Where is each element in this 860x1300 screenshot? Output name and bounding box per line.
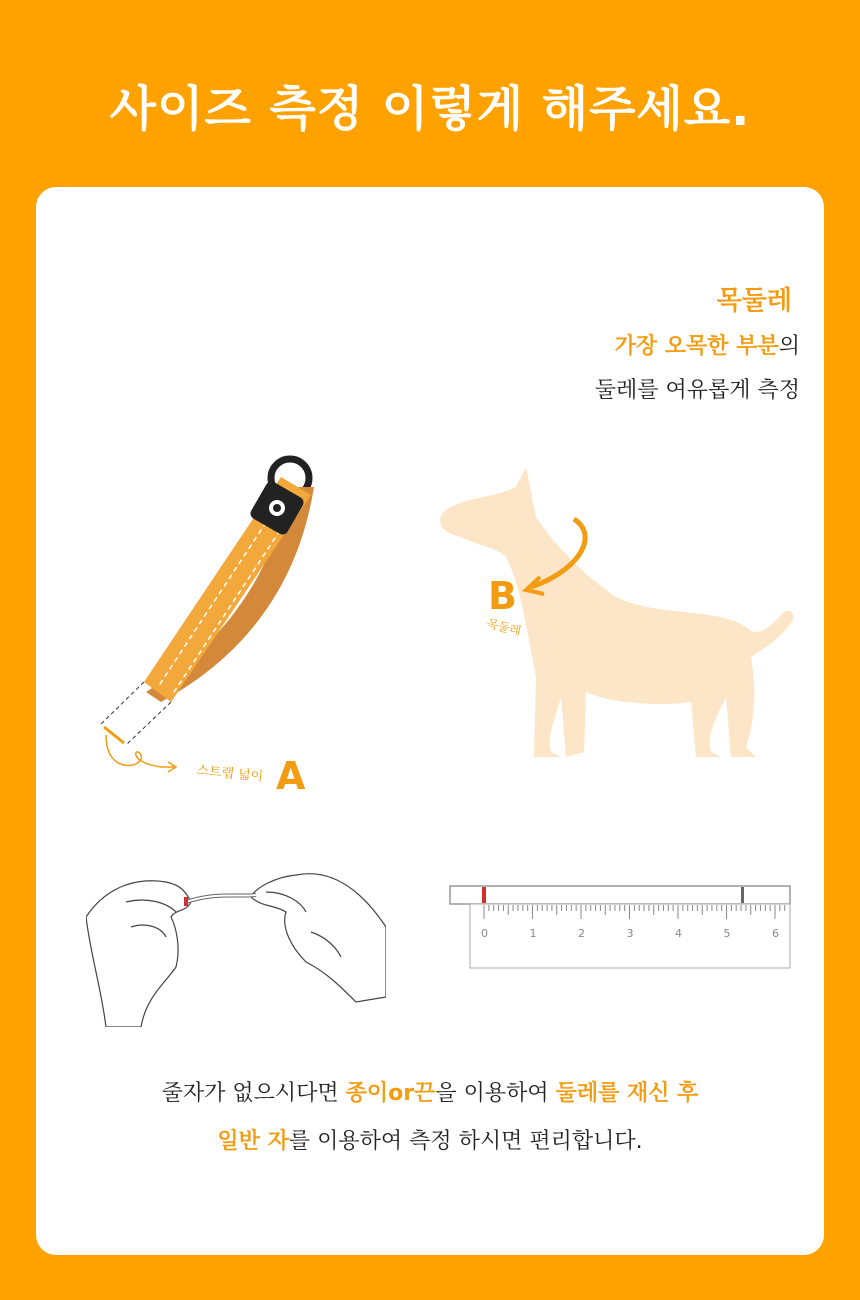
footer-part2: 을 이용하여 — [435, 1081, 556, 1106]
footer-part1: 줄자가 없으시다면 — [161, 1081, 346, 1106]
footer-highlight-measure: 둘레를 재신 후 — [555, 1081, 699, 1106]
ruler-tick-label: 2 — [578, 927, 585, 940]
dog-illustration — [426, 457, 806, 777]
ruler-tick-label: 6 — [772, 927, 779, 940]
ruler-tick-label: 1 — [529, 927, 537, 940]
collar-illustration — [86, 447, 386, 817]
label-b: B — [488, 574, 517, 618]
footer-highlight-ruler: 일반 자 — [217, 1129, 289, 1154]
neck-line2: 둘레를 여유롭게 측정 — [594, 378, 800, 403]
neck-line1-rest: 의 — [778, 334, 800, 359]
content-card — [36, 187, 824, 1255]
right-hand — [251, 874, 386, 1002]
ruler-tick-label: 0 — [481, 927, 488, 940]
page-title: 사이즈 측정 이렇게 해주세요. — [109, 81, 751, 137]
neck-highlight: 가장 오목한 부분 — [614, 334, 779, 359]
left-hand — [86, 881, 191, 1027]
footer-highlight-paper: 종이or끈 — [345, 1081, 436, 1106]
ruler-tick-label: 3 — [626, 927, 634, 940]
ruler-tick-label: 5 — [723, 927, 731, 940]
string-mark — [184, 897, 188, 906]
strap-width-caption: 스트랩 넓이 — [195, 763, 264, 785]
ruler-tick-label: 4 — [675, 927, 682, 940]
label-a: A — [276, 754, 306, 798]
ruler-illustration — [446, 882, 791, 972]
footer-instruction — [36, 1070, 824, 1166]
start-mark — [482, 887, 486, 903]
neck-heading: 목둘레 — [716, 286, 792, 316]
paper-strip — [450, 886, 790, 904]
end-mark — [741, 887, 744, 903]
hands-string-illustration — [86, 857, 386, 1027]
neck-caption: 목둘레 — [485, 616, 523, 639]
footer-part3: 를 이용하여 측정 하시면 편리합니다. — [288, 1129, 643, 1154]
neck-instruction — [595, 279, 800, 413]
